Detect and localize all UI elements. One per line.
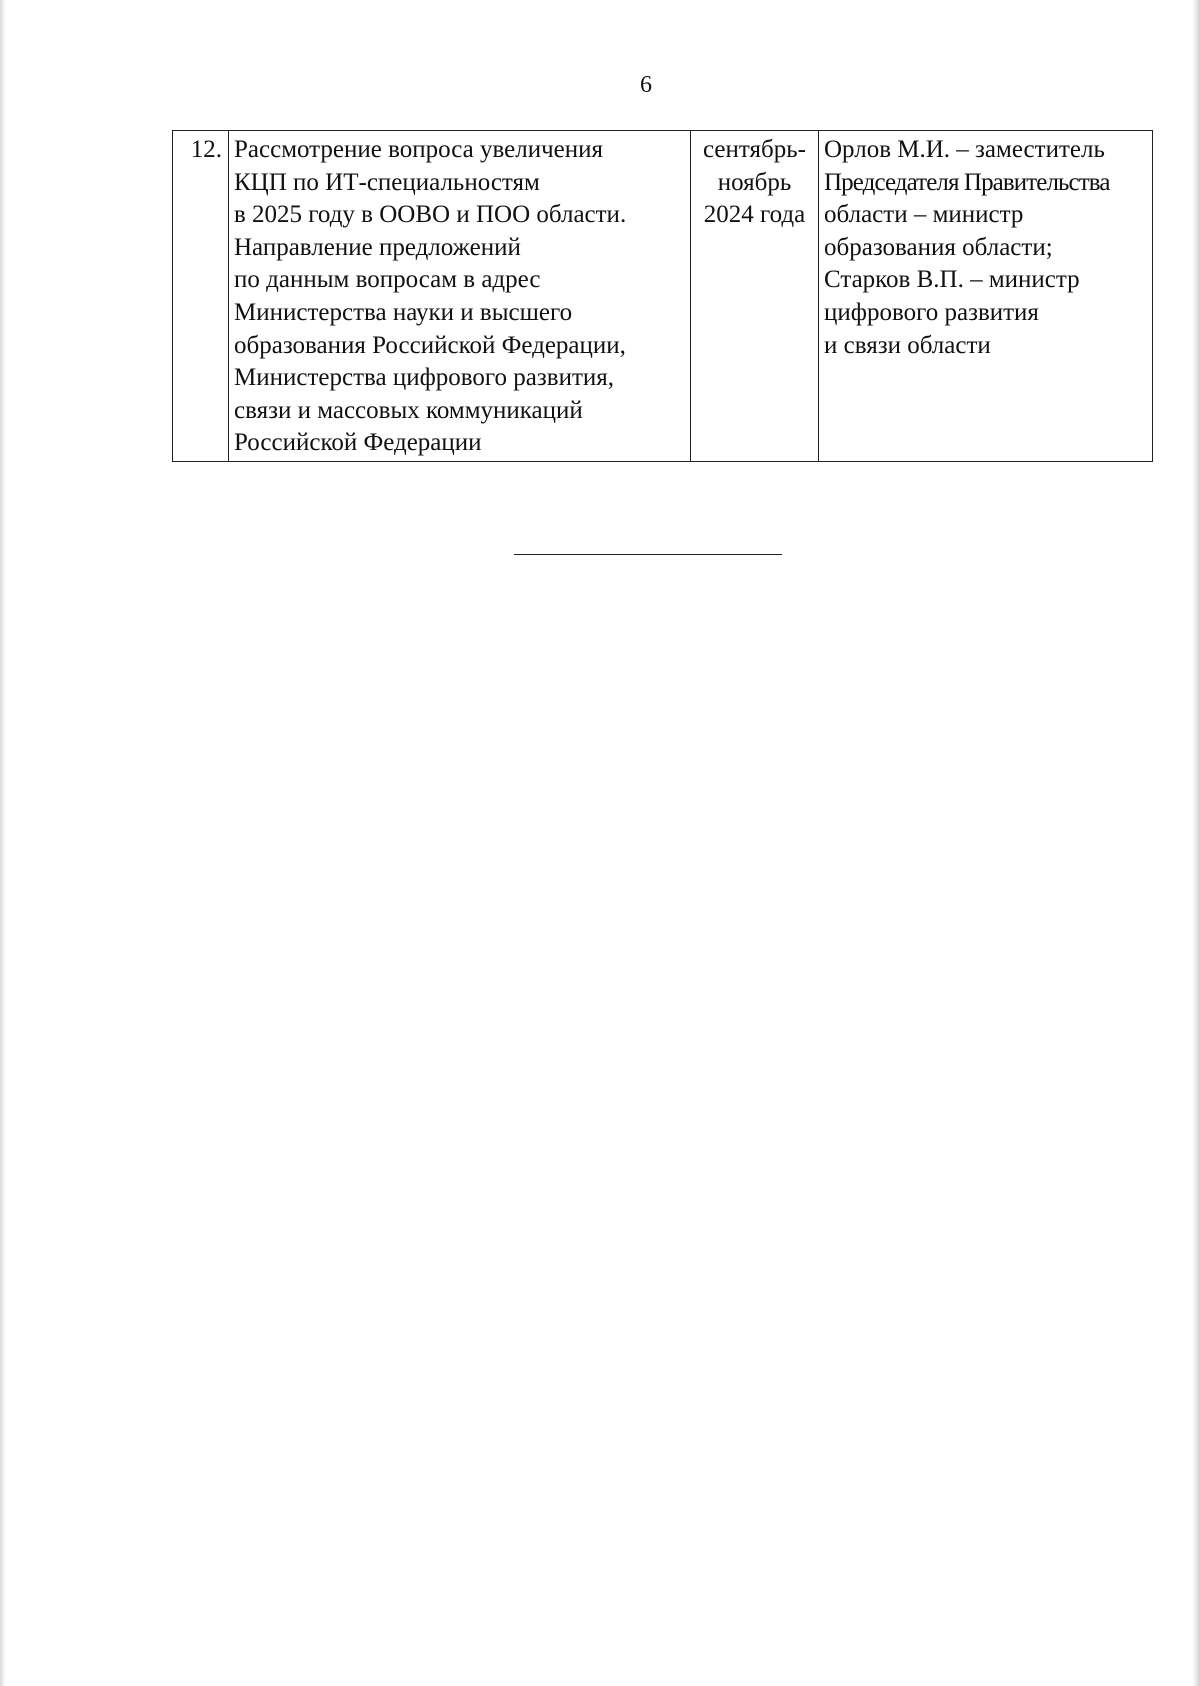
event-line: Рассмотрение вопроса увеличения bbox=[234, 136, 604, 163]
row-number: 12. bbox=[173, 131, 229, 462]
responsible-line: и связи области bbox=[824, 331, 991, 359]
event-line: Российской Федерации bbox=[234, 429, 482, 457]
scan-edge-right bbox=[1192, 0, 1200, 1686]
event-line: Министерства цифрового развития, bbox=[234, 364, 615, 392]
event-line: образования Российской Федерации, bbox=[234, 331, 626, 359]
term-line: 2024 года bbox=[703, 201, 806, 229]
responsible-line: области – министр bbox=[824, 201, 1024, 229]
responsible-persons bbox=[819, 131, 1153, 462]
event-description bbox=[229, 131, 691, 462]
responsible-line: цифрового развития bbox=[824, 298, 1039, 326]
responsible-line: образования области; bbox=[824, 233, 1053, 261]
event-line: Министерства науки и высшего bbox=[234, 298, 573, 326]
table-row bbox=[173, 131, 1153, 462]
page-number: 6 bbox=[640, 72, 652, 98]
event-term bbox=[691, 131, 819, 462]
event-line: КЦП по ИТ-специальностям bbox=[234, 168, 540, 196]
term-line: ноябрь bbox=[717, 168, 792, 196]
term-line: сентябрь- bbox=[703, 136, 806, 163]
closing-rule bbox=[514, 554, 782, 555]
responsible-line: Старков В.П. – министр bbox=[824, 266, 1080, 294]
scan-edge-left bbox=[0, 0, 6, 1686]
responsible-line: Орлов М.И. – заместитель bbox=[824, 136, 1105, 163]
plan-table bbox=[172, 130, 1153, 462]
responsible-line: Председателя Правительства bbox=[824, 168, 1110, 196]
event-line: Направление предложений bbox=[234, 233, 521, 261]
event-line: по данным вопросам в адрес bbox=[234, 266, 541, 294]
event-line: связи и массовых коммуникаций bbox=[234, 396, 583, 424]
event-line: в 2025 году в ООВО и ПОО области. bbox=[234, 201, 627, 229]
